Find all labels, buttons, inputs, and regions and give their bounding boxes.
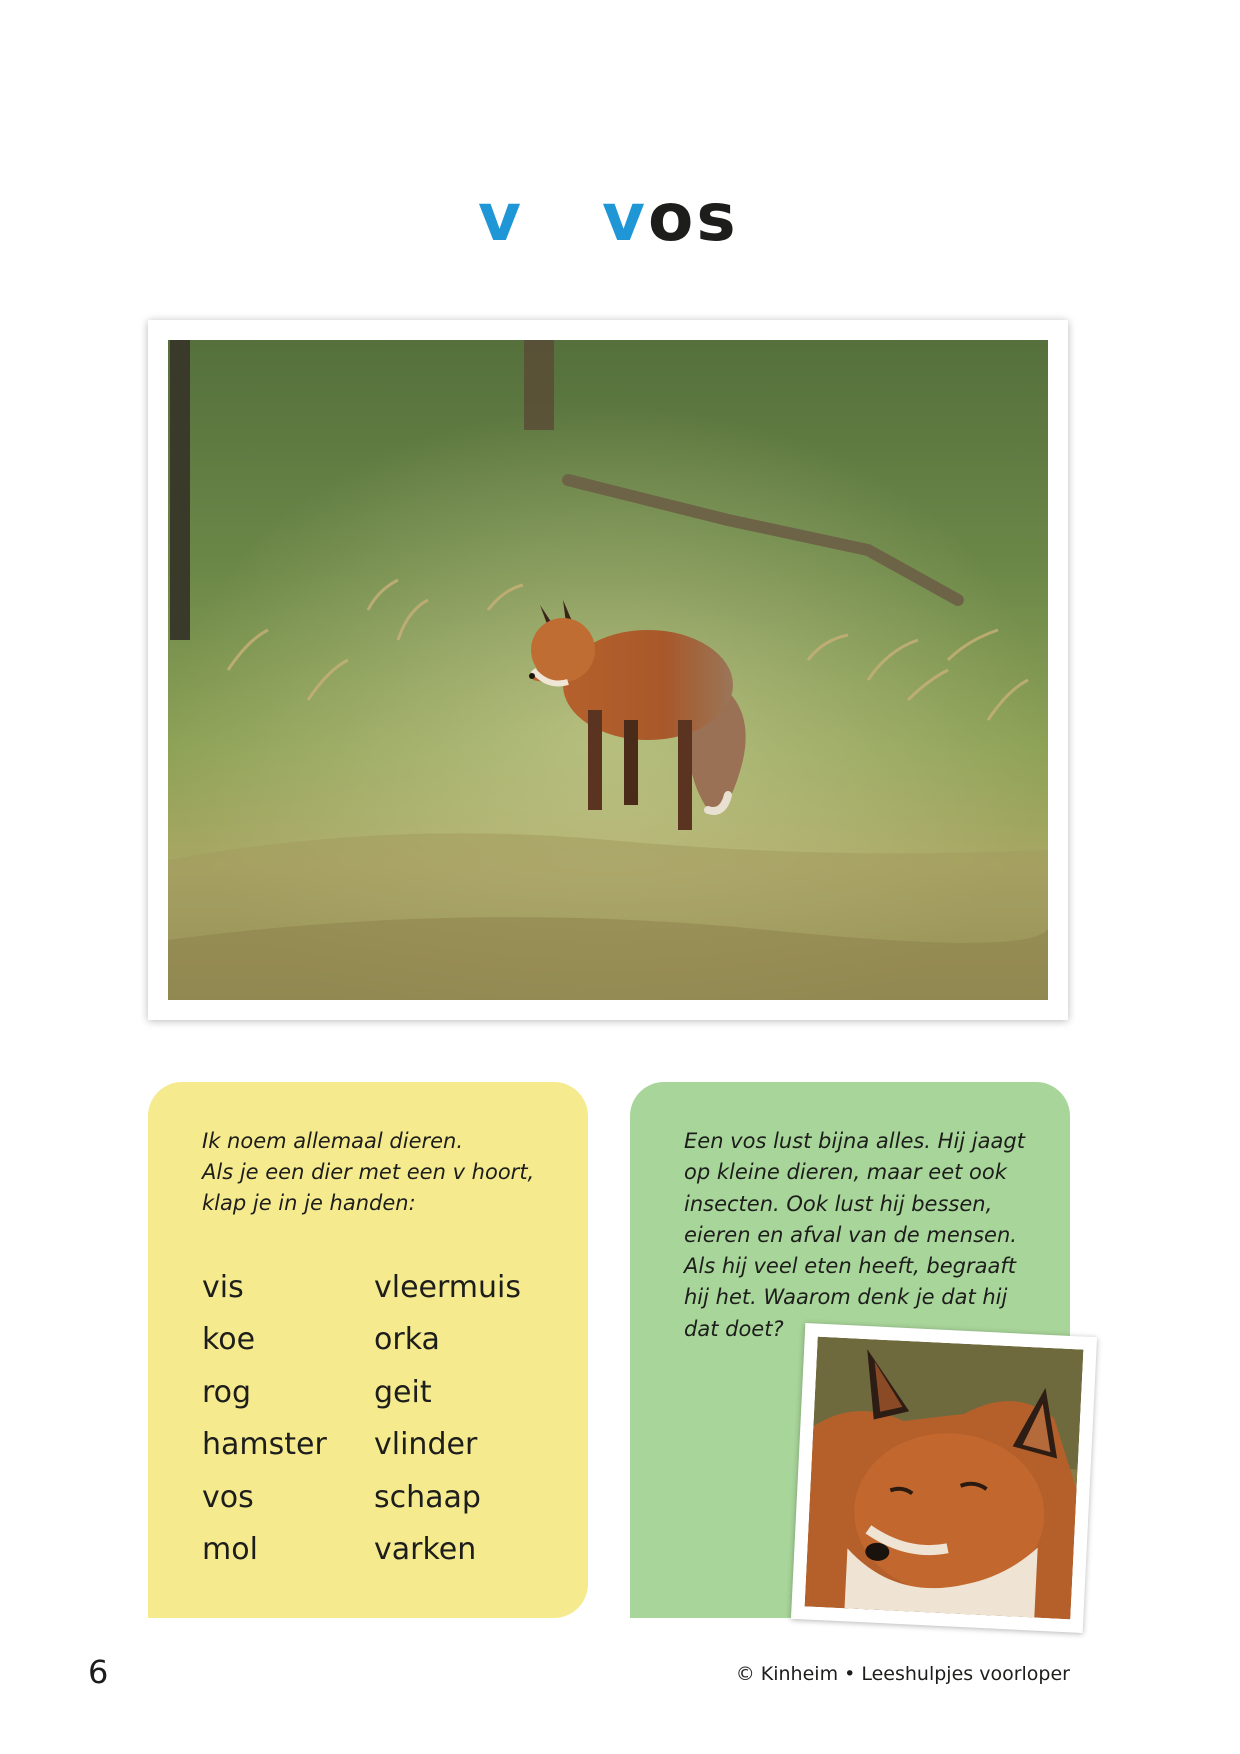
title-word-accent: v: [602, 179, 649, 256]
fox-photo-illustration: [168, 340, 1048, 1000]
page-number: 6: [88, 1653, 109, 1691]
word-item: vis: [202, 1270, 244, 1305]
main-photo-frame: [148, 320, 1068, 1020]
word-item: varken: [374, 1532, 477, 1568]
footer-credit: © Kinheim • Leeshulpjes voorloper: [735, 1663, 1070, 1685]
fox-portrait-illustration: [805, 1337, 1084, 1620]
fact-line: dat doet?: [684, 1316, 784, 1341]
fact-line: Als hij veel eten heeft, begraaft: [684, 1254, 1017, 1279]
word-list-right: [374, 1262, 521, 1576]
title-letter: v: [478, 179, 525, 256]
title-word-rest: os: [648, 179, 739, 256]
word-item: rog: [202, 1374, 252, 1410]
word-item: mol: [202, 1532, 258, 1568]
word-item: orka: [374, 1322, 440, 1358]
word-item: schaap: [374, 1479, 481, 1515]
word-game-intro: [202, 1126, 562, 1219]
word-item: vleermuis: [374, 1270, 522, 1305]
fox-portrait-frame: [791, 1323, 1097, 1633]
intro-line: Ik noem allemaal dieren.: [202, 1129, 464, 1153]
fact-line: eieren en afval van de mensen.: [684, 1222, 1017, 1247]
word-item: koe: [202, 1322, 256, 1358]
word-item: hamster: [202, 1427, 327, 1463]
fox-photo: [168, 340, 1048, 1000]
word-item: geit: [374, 1374, 432, 1410]
word-list-left: [202, 1262, 327, 1576]
intro-line: klap je in je handen:: [202, 1191, 416, 1215]
fact-line: insecten. Ook lust hij bessen,: [684, 1191, 993, 1216]
fox-portrait-photo: [805, 1337, 1084, 1620]
page-title: [0, 178, 1240, 258]
fact-line: hij het. Waarom denk je dat hij: [684, 1285, 1008, 1310]
word-item: vos: [202, 1479, 254, 1515]
word-item: vlinder: [374, 1427, 478, 1463]
word-game-card: [148, 1082, 588, 1618]
intro-line: Als je een dier met een v hoort,: [202, 1160, 535, 1184]
fact-line: op kleine dieren, maar eet ook: [684, 1160, 1007, 1185]
fact-text: [684, 1126, 1044, 1345]
fact-line: Een vos lust bijna alles. Hij jaagt: [684, 1129, 1025, 1153]
title-word: [602, 178, 739, 258]
